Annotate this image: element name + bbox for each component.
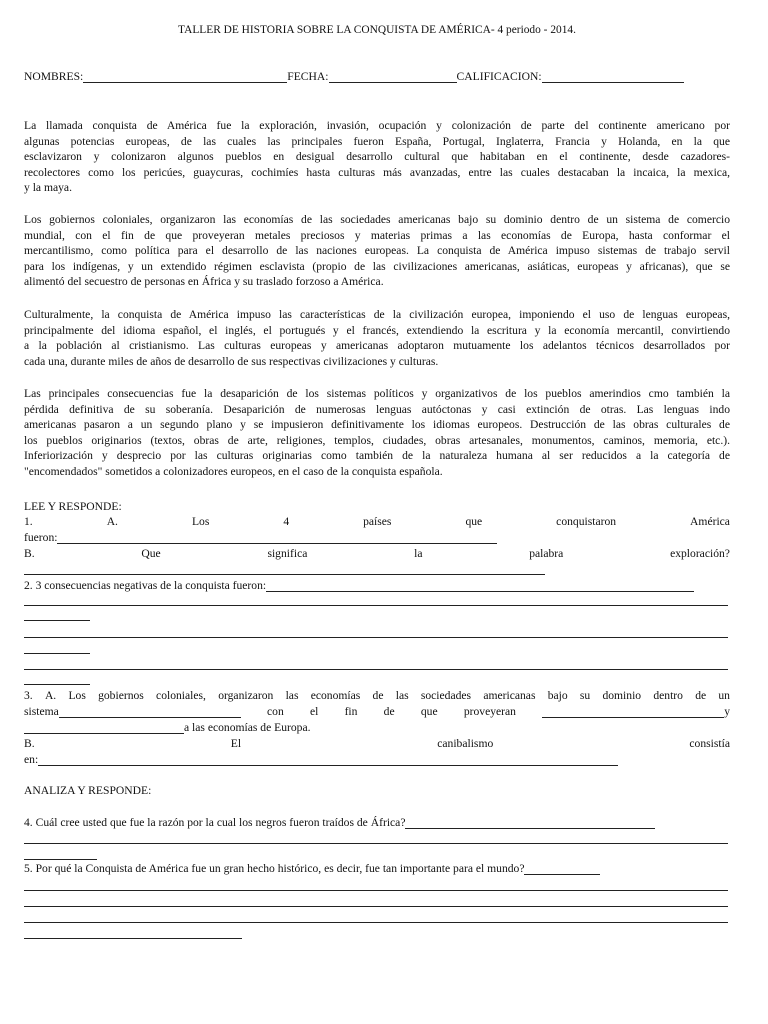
word: las (395, 689, 409, 702)
word: Que (141, 547, 161, 560)
answer-1b-field[interactable] (24, 563, 545, 575)
calificacion-label: CALIFICACION: (456, 70, 542, 83)
question-3b (24, 736, 730, 751)
answer-5-field[interactable] (524, 863, 600, 875)
word: fin (344, 705, 358, 718)
word: 3. (24, 689, 33, 702)
word: A. (106, 515, 118, 528)
word: consistía (689, 737, 730, 750)
word: organizaron (218, 689, 274, 702)
calificacion-field[interactable] (542, 71, 684, 83)
text-line: mercantilismo, como política para el desarrollo de las naciones europeas. La conquista de América impuso sistemas de trabajo servil (24, 244, 730, 258)
text-line: Culturalmente, la conquista de América impuso las características de la civilización europea, imponiendo el uso de lenguas europeas, (24, 308, 730, 321)
word: B. (24, 737, 35, 750)
worksheet-title: TALLER DE HISTORIA SOBRE LA CONQUISTA DE AMÉRICA- 4 periodo - 2014. (178, 24, 576, 36)
text-line: a la población al cristianismo. Las culturas europeas y americanas adoptaron mutuamente los adelantos técnicos desarrollados por (24, 339, 730, 353)
word: bajo (547, 689, 568, 702)
word: significa (267, 547, 308, 560)
student-header (24, 70, 730, 83)
text-line: los pueblos originarios (textos, obras de arte, religiones, templos, ciudades, obras artesanales, monumentos, caminos, memoria, etc.). (24, 433, 730, 447)
answer-line[interactable] (24, 637, 728, 638)
answer-3b-field[interactable] (38, 754, 618, 766)
text-line: y la maya. (24, 181, 72, 195)
word: América (690, 515, 730, 528)
text-line: "encomendados" sometidos a colonizadores europeos, en el caso de la conquista española. (24, 464, 443, 478)
nombres-field[interactable] (83, 71, 287, 83)
text-line: cada una, durante miles de años de desarrollo de sus respectivas civilizaciones y culturas. (24, 354, 439, 368)
paragraph-3 (24, 307, 730, 369)
word: el (309, 705, 319, 718)
analiza-heading: ANALIZA Y RESPONDE: (24, 784, 152, 797)
word: palabra (529, 547, 564, 560)
question-2-text: 2. 3 consecuencias negativas de la conquista fueron: (24, 579, 267, 592)
word: Los (68, 689, 86, 702)
paragraph-4 (24, 386, 730, 480)
text-line: mundial, con el fin de que proveyeran metales preciosos y materias primas a las economías de Europa, hasta conformar el (24, 228, 730, 242)
question-1a-cont: fueron: (24, 531, 58, 544)
answer-line[interactable] (24, 653, 90, 654)
word: coloniales, (156, 689, 206, 702)
word: de (372, 689, 384, 702)
answer-2-field[interactable] (266, 580, 694, 592)
word: gobiernos (98, 689, 144, 702)
question-1a (24, 514, 730, 529)
text-line: Inferiorización y desprecio por las culturas originarias como también de la naturaleza humana al ser reducidos a la categoría de (24, 449, 730, 463)
word: proveyeran (463, 705, 516, 718)
word: que (465, 515, 483, 528)
question-4 (24, 815, 655, 830)
text-line: esclavizaron y colonizaron algunos pueblos en desigual desarrollo cultural que habitaban en el continente, desde cazadores- (24, 150, 730, 164)
fecha-field[interactable] (329, 71, 457, 83)
word: 4 (283, 515, 290, 528)
word: El (230, 737, 242, 750)
word: la (414, 547, 423, 560)
answer-line[interactable] (24, 605, 728, 606)
question-3a-line-2 (24, 704, 730, 719)
answer-4-field[interactable] (405, 817, 655, 829)
text-line: alimentó del secuestro de personas en África y su traslado forzoso a América. (24, 275, 384, 289)
answer-line[interactable] (24, 938, 242, 939)
word: economías (310, 689, 361, 702)
word: sociedades (420, 689, 472, 702)
question-3b-answer-line (24, 752, 618, 767)
answer-3a-sistema-field[interactable] (59, 706, 241, 718)
paragraph-2 (24, 212, 730, 290)
answer-line[interactable] (24, 906, 728, 907)
word: A. (44, 689, 57, 702)
word: de (383, 705, 395, 718)
word: y (724, 705, 730, 718)
answer-line[interactable] (24, 684, 90, 685)
word: dominio (602, 689, 642, 702)
word: su (579, 689, 591, 702)
question-3b-cont: en: (24, 753, 39, 766)
nombres-label: NOMBRES: (24, 70, 84, 83)
text-line: principalmente del idioma español, el inglés, el portugués y el francés, extendiendo la escritura y la economía mercantil, convirtiendo (24, 323, 730, 337)
word: países (363, 515, 392, 528)
word: canibalismo (437, 737, 494, 750)
answer-line[interactable] (24, 859, 97, 860)
question-2 (24, 578, 694, 593)
word: conquistaron (556, 515, 617, 528)
fecha-label: FECHA: (287, 70, 329, 83)
word: un (718, 689, 730, 702)
answer-line[interactable] (24, 620, 90, 621)
answer-line[interactable] (24, 669, 728, 670)
text-line: recolectores como los pericúes, guaycuras, cochimíes hasta culturas más avanzadas, entre las cuales destacaban la incaica, la mexica, (24, 165, 730, 179)
answer-1b-line (24, 561, 545, 576)
sistema-group (24, 704, 241, 719)
word: sistema (24, 705, 59, 718)
answer-line[interactable] (24, 890, 728, 891)
answer-line[interactable] (24, 922, 728, 923)
question-1a-answer-line (24, 530, 497, 545)
text-line: La llamada conquista de América fue la exploración, invasión, ocupación y colonización de parte del continente americano por (24, 119, 730, 132)
answer-line[interactable] (24, 843, 728, 844)
question-4-text: 4. Cuál cree usted que fue la razón por la cual los negros fueron traídos de África? (24, 816, 406, 829)
word: americanas (483, 689, 536, 702)
text-line: Las principales consecuencias fue la desaparición de los sistemas políticos y organizativos de los pueblos amerindios cmo también la (24, 387, 730, 400)
word: B. (24, 547, 35, 560)
text-line: Los gobiernos coloniales, organizaron las economías de las sociedades americanas bajo su dominio dentro de un sistema de comercio (24, 213, 730, 226)
word: con (267, 705, 284, 718)
word: de (695, 689, 707, 702)
text-line: pérdida definitiva de su soberanía. Desaparición de numerosas lenguas autóctonas y casi extinción de otras. Las lenguas indo (24, 402, 730, 416)
word: 1. (24, 515, 33, 528)
question-3a (24, 688, 730, 703)
answer-3a-materias-field[interactable] (24, 722, 184, 734)
text-line: algunas potencias europeas, de las cuales las principales fueron España, Portugal, Inglaterra, Francia y Holanda, en la que (24, 134, 730, 148)
word: dentro (653, 689, 683, 702)
question-3a-line-3 (24, 720, 311, 735)
word: que (420, 705, 438, 718)
word: las (285, 689, 299, 702)
text-line: americanas pasaron a un segundo plano y se impusieron definitivamente los idiomas europeos. Destrucción de las obras culturales de (24, 418, 730, 432)
lee-heading: LEE Y RESPONDE: (24, 500, 122, 513)
question-3a-cont: a las economías de Europa. (184, 721, 311, 734)
word: Los (191, 515, 210, 528)
question-5-text: 5. Por qué la Conquista de América fue un gran hecho histórico, es decir, fue tan importante para el mundo? (24, 862, 525, 875)
word: exploración? (670, 547, 730, 560)
proveyeran-group (542, 704, 730, 719)
answer-1a-field[interactable] (57, 532, 497, 544)
question-1b (24, 546, 730, 561)
answer-3a-proveyeran-field[interactable] (542, 706, 724, 718)
text-line: para los indígenas, y un extendido régimen esclavista (propio de las civilizaciones americanas, asiáticas, europeas y africanas), que se (24, 259, 730, 273)
paragraph-1 (24, 118, 730, 196)
question-5 (24, 861, 600, 876)
